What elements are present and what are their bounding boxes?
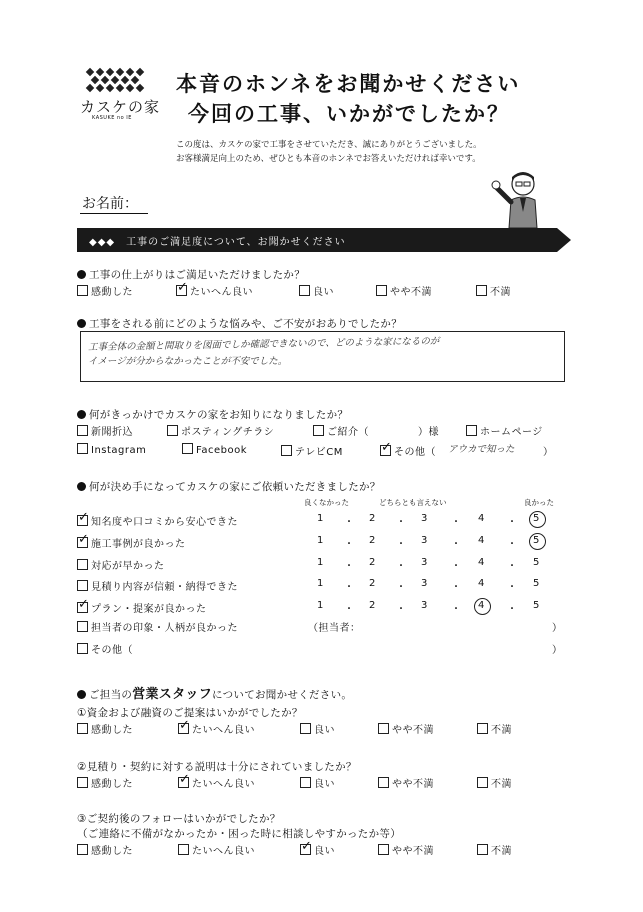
checkbox[interactable] xyxy=(77,580,88,591)
rating-number[interactable]: 1 xyxy=(317,557,324,568)
checkbox-checked[interactable] xyxy=(380,445,391,456)
scale-separator: ・ xyxy=(451,561,461,572)
rating-number[interactable]: 2 xyxy=(369,578,376,589)
q2-answer-line-1: 工事全体の金額と間取りを図面でしか確認できないので、どのような家になるのが xyxy=(87,335,440,354)
rating-number[interactable]: 2 xyxy=(369,535,376,546)
scale-separator: ・ xyxy=(344,604,354,615)
page-subtitle: 今回の工事、いかがでしたか？ xyxy=(188,102,510,126)
scale-separator: ・ xyxy=(507,582,517,593)
scale-separator: ・ xyxy=(451,582,461,593)
scale-separator: ・ xyxy=(507,561,517,572)
scale-separator: ・ xyxy=(344,582,354,593)
q4-item-4[interactable]: 見積り内容が信頼・納得できた xyxy=(77,578,238,593)
s1-option-4[interactable]: やや不満 xyxy=(378,721,434,736)
brand-sub: KASUKE no IE xyxy=(92,115,132,121)
rating-number[interactable]: 5 xyxy=(533,557,540,568)
rating-number[interactable]: 1 xyxy=(317,513,324,524)
rating-number[interactable]: 5 xyxy=(533,578,540,589)
q4-other[interactable]: その他（ xyxy=(77,641,133,656)
rating-number[interactable]: 1 xyxy=(317,535,324,546)
rating-number[interactable]: 2 xyxy=(369,600,376,611)
scale-low-label: 良くなかった xyxy=(304,498,349,507)
rating-number[interactable]: 4 xyxy=(478,513,485,524)
checkbox[interactable] xyxy=(281,445,292,456)
checkbox-checked[interactable] xyxy=(176,285,187,296)
q1-option-1[interactable]: 感動した xyxy=(77,283,133,298)
scale-separator: ・ xyxy=(396,539,406,550)
checkbox[interactable] xyxy=(77,443,88,454)
checkbox[interactable] xyxy=(77,844,88,855)
q3-instagram[interactable]: Instagram xyxy=(77,443,146,456)
q4-other-close: ） xyxy=(552,645,563,656)
q1-text: 工事の仕上がりはご満足いただけましたか？ xyxy=(77,267,305,282)
scale-separator: ・ xyxy=(396,604,406,615)
rating-number[interactable]: 2 xyxy=(369,557,376,568)
staff-illustration-icon xyxy=(489,168,549,228)
scale-separator: ・ xyxy=(451,604,461,615)
rating-number[interactable]: 3 xyxy=(421,600,428,611)
checkbox-checked[interactable] xyxy=(178,723,189,734)
q1-option-3[interactable]: 良い xyxy=(299,283,334,298)
q3-other[interactable]: ✓ その他（ xyxy=(380,443,436,458)
checkbox-checked[interactable] xyxy=(77,515,88,526)
q4-item-3[interactable]: 対応が早かった xyxy=(77,557,165,572)
q4-staff-paren: （担当者： xyxy=(308,623,361,634)
rating-circle-mark xyxy=(474,598,491,615)
checkbox-checked[interactable] xyxy=(178,777,189,788)
s3-option-3[interactable]: ✓ 良い xyxy=(300,842,335,857)
checkbox[interactable] xyxy=(77,723,88,734)
checkbox[interactable] xyxy=(476,285,487,296)
s1-option-5[interactable]: 不満 xyxy=(477,721,512,736)
rating-number[interactable]: 4 xyxy=(478,600,485,611)
checkbox[interactable] xyxy=(77,285,88,296)
checkbox-checked[interactable] xyxy=(77,602,88,613)
rating-number[interactable]: 4 xyxy=(478,535,485,546)
q3-referral-suffix: ）様 xyxy=(418,427,439,438)
scale-separator: ・ xyxy=(451,539,461,550)
checkbox[interactable] xyxy=(77,621,88,632)
checkbox[interactable] xyxy=(178,844,189,855)
s1-text: ①資金および融資のご提案はいかがでしたか？ xyxy=(77,707,303,719)
rating-number[interactable]: 5 xyxy=(533,535,540,546)
rating-number[interactable]: 4 xyxy=(478,557,485,568)
section-banner-satisfaction xyxy=(77,228,571,252)
q4-item-1[interactable]: ✓知名度や口コミから安心できた xyxy=(77,513,238,528)
scale-separator: ・ xyxy=(396,582,406,593)
q4-item-2[interactable]: ✓施工事例が良かった xyxy=(77,535,186,550)
scale-separator: ・ xyxy=(507,539,517,550)
rating-circle-mark xyxy=(529,511,546,528)
scale-separator: ・ xyxy=(396,517,406,528)
logo-diamond-icon xyxy=(84,66,158,94)
checkbox[interactable] xyxy=(313,425,324,436)
checkbox[interactable] xyxy=(477,844,488,855)
s2-option-3[interactable]: 良い xyxy=(300,775,335,790)
q3-newspaper[interactable]: 新聞折込 xyxy=(77,423,133,438)
rating-number[interactable]: 1 xyxy=(317,600,324,611)
q3-tvcm[interactable]: テレビCM xyxy=(281,443,343,458)
q3-referral[interactable]: ご紹介（ xyxy=(313,423,369,438)
q4-staff-close: ） xyxy=(552,623,563,634)
s3-option-2[interactable]: たいへん良い xyxy=(178,842,255,857)
scale-separator: ・ xyxy=(507,604,517,615)
checkbox[interactable] xyxy=(300,777,311,788)
checkbox[interactable] xyxy=(477,723,488,734)
rating-number[interactable]: 3 xyxy=(421,513,428,524)
q1-option-5[interactable]: 不満 xyxy=(476,283,511,298)
intro-text-2: お客様満足向上のため、ぜひとも本音のホンネでお答えいただければ幸いです。 xyxy=(176,154,481,164)
q4-text: 何が決め手になってカスケの家にご依頼いただきましたか？ xyxy=(77,479,381,494)
checkbox[interactable] xyxy=(378,723,389,734)
rating-number[interactable]: 3 xyxy=(421,535,428,546)
s2-option-2[interactable]: ✓ たいへん良い xyxy=(178,775,255,790)
q2-text: 工事をされる前にどのような悩みや、ご不安がおありでしたか？ xyxy=(77,316,402,331)
s1-option-2[interactable]: ✓ たいへん良い xyxy=(178,721,255,736)
s2-option-1[interactable]: 感動した xyxy=(77,775,133,790)
q2-answer-line-2: イメージが分からなかったことが不安でした。 xyxy=(88,356,288,367)
q3-facebook[interactable]: Facebook xyxy=(182,443,247,456)
brand-name: カスケの家 xyxy=(80,98,161,116)
checkbox[interactable] xyxy=(77,643,88,654)
rating-number[interactable]: 5 xyxy=(533,513,540,524)
scale-separator: ・ xyxy=(507,517,517,528)
checkbox[interactable] xyxy=(182,443,193,454)
s2-option-5[interactable]: 不満 xyxy=(477,775,512,790)
s2-text: ②見積り・契約に対する説明は十分にされていましたか？ xyxy=(77,761,357,773)
page-title: 本音のホンネをお聞かせください xyxy=(176,72,521,96)
rating-circle-mark xyxy=(529,533,546,550)
rating-number[interactable]: 4 xyxy=(478,578,485,589)
checkbox-checked[interactable] xyxy=(300,844,311,855)
name-field[interactable] xyxy=(80,212,148,214)
checkbox[interactable] xyxy=(167,425,178,436)
rating-number[interactable]: 3 xyxy=(421,557,428,568)
s3-option-5[interactable]: 不満 xyxy=(477,842,512,857)
checkbox[interactable] xyxy=(299,285,310,296)
scale-high-label: 良かった xyxy=(524,498,554,507)
checkbox[interactable] xyxy=(477,777,488,788)
intro-text-1: この度は、カスケの家で工事をさせていただき、誠にありがとうございました。 xyxy=(176,140,482,150)
s1-option-3[interactable]: 良い xyxy=(300,721,335,736)
q3-other-answer: アウカで知った xyxy=(448,444,515,455)
s3-subtext: （ご連絡に不備がなかったか・困った時に相談しやすかったか等） xyxy=(77,828,401,840)
scale-mid-label: どちらとも言えない xyxy=(379,498,447,507)
section-banner-text: ◆◆◆ 工事のご満足度について、お聞かせください xyxy=(89,237,346,248)
s2-option-4[interactable]: やや不満 xyxy=(378,775,434,790)
checkbox-checked[interactable] xyxy=(77,537,88,548)
logo xyxy=(80,66,160,126)
checkbox[interactable] xyxy=(77,425,88,436)
q1-option-4[interactable]: やや不満 xyxy=(376,283,432,298)
rating-number[interactable]: 3 xyxy=(421,578,428,589)
scale-separator: ・ xyxy=(344,561,354,572)
q3-homepage[interactable]: ホームページ xyxy=(466,423,543,438)
scale-separator: ・ xyxy=(344,517,354,528)
scale-separator: ・ xyxy=(451,517,461,528)
q1-option-2[interactable]: ✓ たいへん良い xyxy=(176,283,253,298)
checkbox[interactable] xyxy=(376,285,387,296)
rating-number[interactable]: 1 xyxy=(317,578,324,589)
q4-item-5[interactable]: ✓プラン・提案が良かった xyxy=(77,600,207,615)
scale-separator: ・ xyxy=(396,561,406,572)
rating-number[interactable]: 5 xyxy=(533,600,540,611)
name-label: お名前： xyxy=(82,196,138,212)
q3-posting[interactable]: ポスティングチラシ xyxy=(167,423,274,438)
checkbox[interactable] xyxy=(378,844,389,855)
q3-text: 何がきっかけでカスケの家をお知りになりましたか？ xyxy=(77,407,348,422)
checkbox[interactable] xyxy=(300,723,311,734)
q4-staff[interactable]: 担当者の印象・人柄が良かった xyxy=(77,619,238,634)
s3-option-4[interactable]: やや不満 xyxy=(378,842,434,857)
checkbox[interactable] xyxy=(466,425,477,436)
section-sales-staff: ご担当の営業スタッフについてお聞かせください。 xyxy=(77,683,352,702)
s3-text: ③ご契約後のフォローはいかがでしたか？ xyxy=(77,813,281,825)
checkbox[interactable] xyxy=(378,777,389,788)
checkbox[interactable] xyxy=(77,777,88,788)
q3-other-close: ） xyxy=(543,447,554,458)
rating-number[interactable]: 2 xyxy=(369,513,376,524)
scale-separator: ・ xyxy=(344,539,354,550)
s1-option-1[interactable]: 感動した xyxy=(77,721,133,736)
checkbox[interactable] xyxy=(77,559,88,570)
s3-option-1[interactable]: 感動した xyxy=(77,842,133,857)
